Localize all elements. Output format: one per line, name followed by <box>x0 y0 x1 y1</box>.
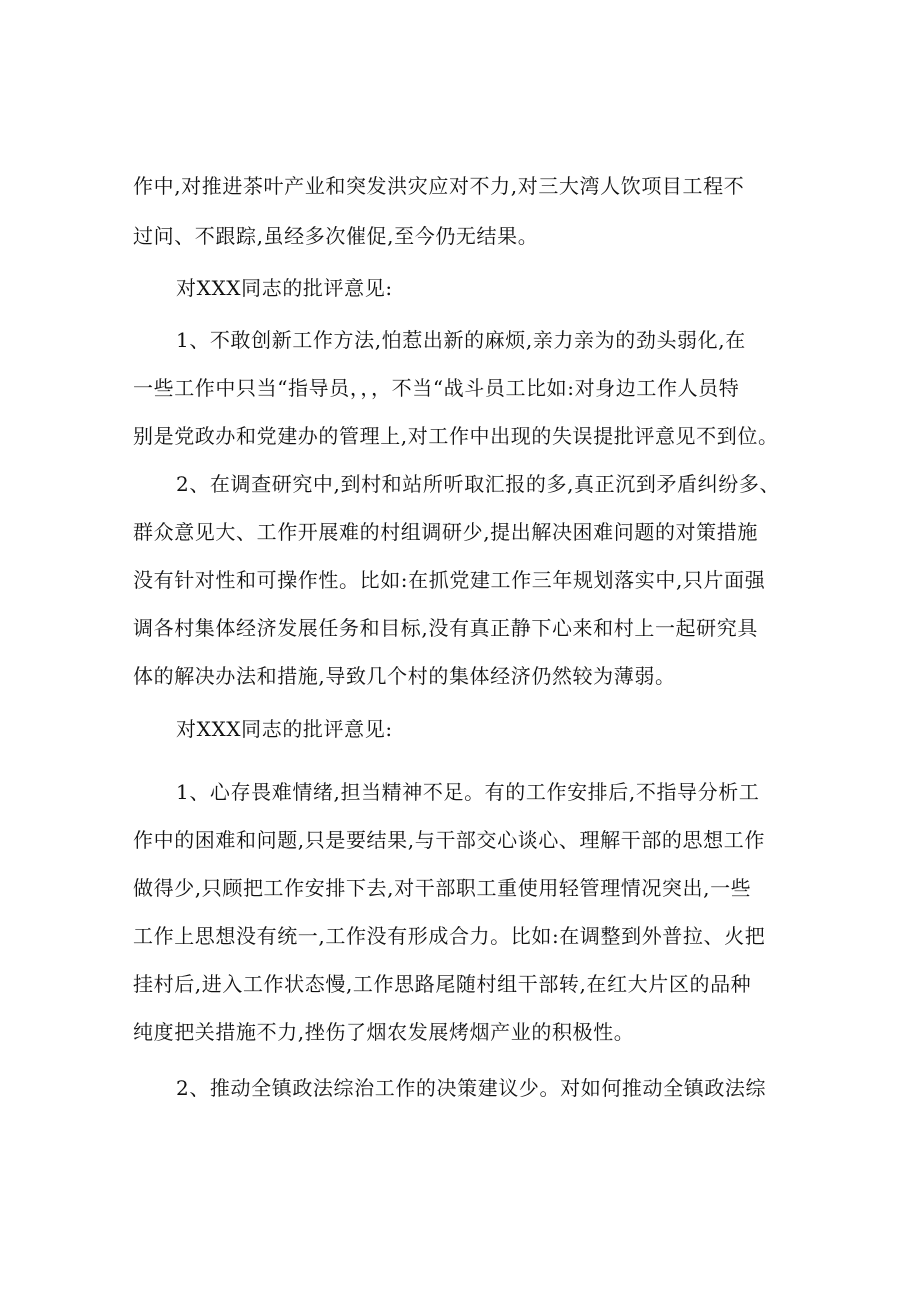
paragraph-2-line-2: 一些工作中只当“指导员，，，不当“战斗员工比如:对身边工作人员特 <box>133 376 740 400</box>
paragraph-1-line-2: 过问、不跟踪,虽经多次催促,至今仍无结果。 <box>133 224 539 248</box>
paragraph-4-line-6: 纯度把关措施不力,挫伤了烟农发展烤烟产业的积极性。 <box>133 1020 635 1044</box>
paragraph-3-line-4: 调各村集体经济发展任务和目标,没有真正静下心来和村上一起研究具 <box>133 616 758 640</box>
section-heading-1: 对XXX同志的批评意见: <box>176 276 393 300</box>
section-heading-2: 对XXX同志的批评意见: <box>176 717 393 741</box>
paragraph-4-line-1: 1、心存畏难情绪,担当精神不足。有的工作安排后,不指导分析工 <box>176 780 760 804</box>
paragraph-2-line-1: 1、不敢创新工作方法,怕惹出新的麻烦,亲力亲为的劲头弱化,在 <box>176 328 746 352</box>
paragraph-4-line-4: 工作上思想没有统一,工作没有形成合力。比如:在调整到外普拉、火把 <box>133 924 766 948</box>
paragraph-5-line-1: 2、推动全镇政法综治工作的决策建议少。对如何推动全镇政法综 <box>176 1076 767 1100</box>
paragraph-3-line-3: 没有针对性和可操作性。比如:在抓党建工作三年规划落实中,只片面强 <box>133 568 766 592</box>
paragraph-3-line-2: 群众意见大、工作开展难的村组调研少,提出解决困难问题的对策措施 <box>133 520 758 544</box>
paragraph-2-line-3: 别是党政办和党建办的管理上,对工作中出现的失误提批评意见不到位。 <box>133 424 779 448</box>
paragraph-1-line-1: 作中,对推进茶叶产业和突发洪灾应对不力,对三大湾人饮项目工程不 <box>133 174 745 198</box>
paragraph-4-line-3: 做得少,只顾把工作安排下去,对干部职工重使用轻管理情况突出,一些 <box>133 876 752 900</box>
paragraph-4-line-2: 作中的困难和问题,只是要结果,与干部交心谈心、理解干部的思想工作 <box>133 828 765 852</box>
paragraph-3-line-5: 体的解决办法和措施,导致几个村的集体经济仍然较为薄弱。 <box>133 664 676 688</box>
paragraph-3-line-1: 2、在调查研究中,到村和站所听取汇报的多,真正沉到矛盾纠纷多、 <box>176 472 781 496</box>
paragraph-4-line-5: 挂村后,进入工作状态慢,工作思路尾随村组干部转,在红大片区的品种 <box>133 972 752 996</box>
